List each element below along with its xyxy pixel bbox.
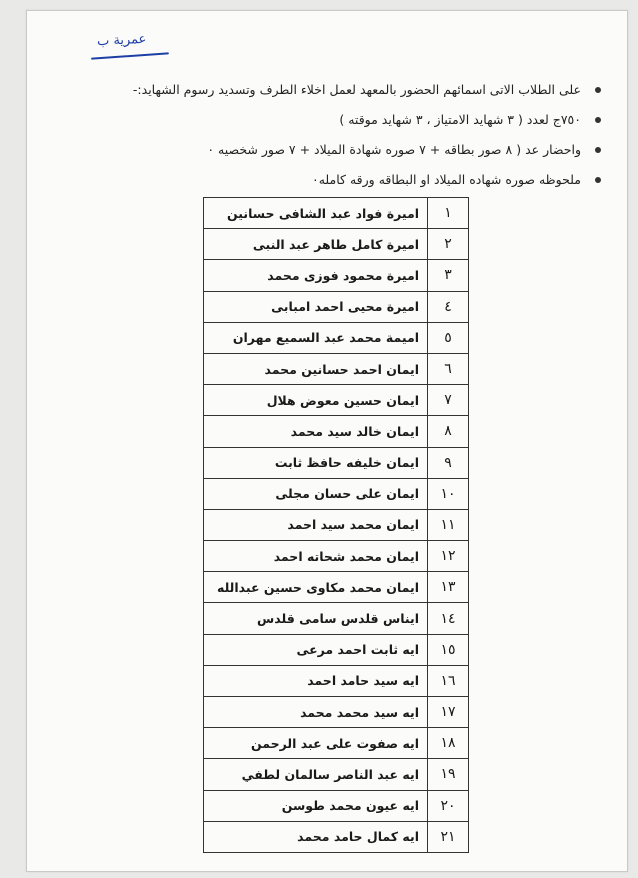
student-name: ايه ثابت احمد مرعى [204,634,428,665]
instruction-text: ٧٥٠ج لعدد ( ٣ شهايد الامتياز ، ٣ شهايد موقته ) [339,112,581,127]
student-name: ايمان محمد سيد احمد [204,509,428,540]
row-number: ١١ [428,509,469,540]
student-name: ايمان خليفه حافظ ثابت [204,447,428,478]
row-number: ٧ [428,385,469,416]
table-row [204,821,469,852]
table-row [204,353,469,384]
student-name: ايمان محمد شحاته احمد [204,541,428,572]
row-number: ١٩ [428,759,469,790]
student-name: اميمة محمد عبد السميع مهران [204,322,428,353]
table-row [204,385,469,416]
student-name: ايه سيد محمد محمد [204,697,428,728]
student-name: ايمان حسين معوض هلال [204,385,428,416]
table-row [204,697,469,728]
instruction-item [61,105,601,135]
table-row [204,229,469,260]
instruction-text: واحضار عد ( ٨ صور بطاقه + ٧ صوره شهادة الميلاد + ٧ صور شخصيه ٠ [207,142,581,157]
instruction-item [61,165,601,195]
instruction-text: على الطلاب الاتى اسمائهم الحضور بالمعهد لعمل اخلاء الطرف وتسديد رسوم الشهايد:- [132,82,581,97]
row-number: ١٨ [428,728,469,759]
table-row [204,665,469,696]
bullet-icon [595,147,601,153]
student-name: ايناس قلدس سامى قلدس [204,603,428,634]
table-row [204,291,469,322]
bullet-icon [595,177,601,183]
row-number: ٣ [428,260,469,291]
bullet-icon [595,117,601,123]
table-row [204,603,469,634]
bullet-icon [595,87,601,93]
row-number: ٢١ [428,821,469,852]
table-row [204,447,469,478]
student-name: اميرة كامل طاهر عبد النبى [204,229,428,260]
row-number: ١٥ [428,634,469,665]
row-number: ٨ [428,416,469,447]
table-row [204,728,469,759]
student-name: ايمان احمد حسانين محمد [204,353,428,384]
row-number: ٢ [428,229,469,260]
instruction-item [61,75,601,105]
row-number: ٥ [428,322,469,353]
student-name: ايه عبد الناصر سالمان لطفي [204,759,428,790]
student-name: ايمان محمد مكاوى حسين عبدالله [204,572,428,603]
table-row [204,322,469,353]
student-name: ايمان على حسان مجلى [204,478,428,509]
row-number: ١٤ [428,603,469,634]
student-name: ايه سيد حامد احمد [204,665,428,696]
row-number: ٤ [428,291,469,322]
student-name: اميرة محمود فوزى محمد [204,260,428,291]
student-name: ايه عيون محمد طوسن [204,790,428,821]
row-number: ٢٠ [428,790,469,821]
student-name: اميرة فواد عبد الشافى حسانين [204,198,428,229]
instructions-list [61,75,601,195]
row-number: ١٢ [428,541,469,572]
student-name: ايه صفوت على عبد الرحمن [204,728,428,759]
row-number: ١٧ [428,697,469,728]
table-row [204,416,469,447]
table-row [204,541,469,572]
table-row [204,572,469,603]
row-number: ١٦ [428,665,469,696]
instruction-text: ملحوظه صوره شهاده الميلاد او البطاقه ورقه كامله٠ [311,172,581,187]
row-number: ٦ [428,353,469,384]
table-row [204,509,469,540]
row-number: ١ [428,198,469,229]
table-row [204,478,469,509]
document-page [26,10,628,872]
students-table [203,197,469,853]
table-row [204,260,469,291]
table-row [204,198,469,229]
table-row [204,759,469,790]
table-row [204,790,469,821]
student-name: ايه كمال حامد محمد [204,821,428,852]
student-name: ايمان خالد سيد محمد [204,416,428,447]
row-number: ١٣ [428,572,469,603]
table-row [204,634,469,665]
student-name: اميرة محيى احمد امبابى [204,291,428,322]
row-number: ٩ [428,447,469,478]
handwritten-underline [91,52,169,59]
instruction-item [61,135,601,165]
row-number: ١٠ [428,478,469,509]
handwritten-note: عمرية ب [96,31,147,50]
